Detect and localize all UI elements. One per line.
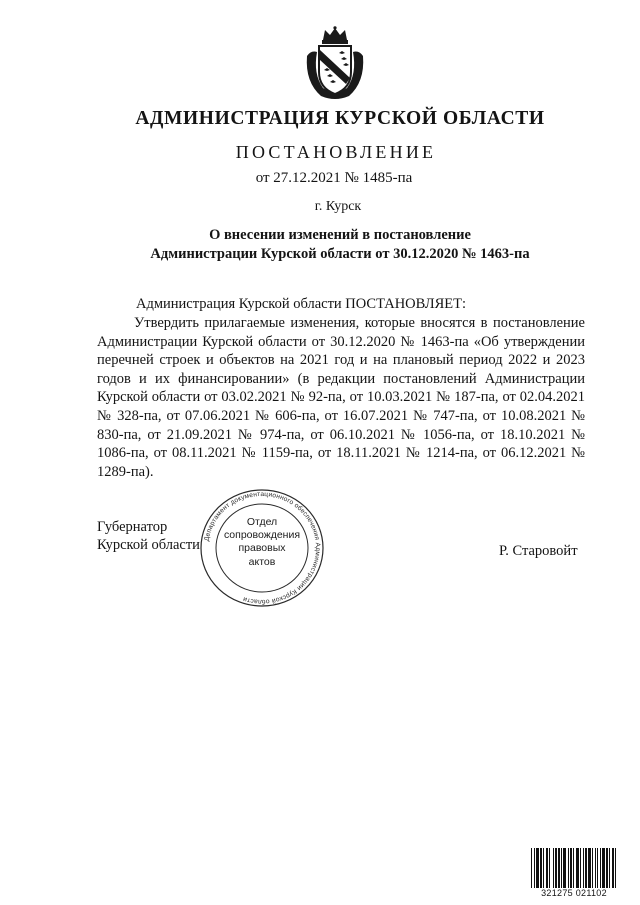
barcode: [530, 848, 618, 902]
barcode-bar: [561, 848, 562, 888]
barcode-bar: [553, 848, 554, 888]
barcode-bar: [531, 848, 532, 888]
stamp-outer-text: Департамент документационного обеспечения Администрации Курской области: [203, 490, 322, 606]
coat-of-arms-icon: [301, 26, 369, 102]
barcode-bar: [602, 848, 605, 888]
barcode-bar: [615, 848, 616, 888]
barcode-bar: [592, 848, 593, 888]
signatory-title: [97, 518, 200, 554]
signatory-name: Р. Старовойт: [499, 543, 578, 559]
barcode-bar: [555, 848, 557, 888]
barcode-bar: [546, 848, 548, 888]
stamp-line-2: сопровождения: [223, 529, 301, 542]
stamp-line-1: Отдел: [246, 516, 278, 528]
barcode-bar: [583, 848, 584, 888]
barcode-bar: [612, 848, 614, 888]
barcode-number: 321275 021102: [530, 888, 618, 898]
barcode-bar: [543, 848, 544, 888]
barcode-bar: [540, 848, 542, 888]
barcode-bar: [570, 848, 572, 888]
barcode-bar: [534, 848, 535, 888]
preamble: Администрация Курской области ПОСТАНОВЛЯЕТ:: [136, 296, 467, 312]
document-city: г. Курск: [314, 199, 362, 214]
barcode-bar: [549, 848, 550, 888]
stamp-line-3: правовых: [238, 542, 286, 555]
document-date-number: от 27.12.2021 № 1485-па: [255, 170, 413, 186]
barcode-bar: [568, 848, 569, 888]
stamp-line-4: актов: [248, 555, 276, 568]
barcode-bar: [585, 848, 587, 888]
subject-line-1: О внесении изменений в постановление: [209, 227, 471, 243]
barcode-bar: [563, 848, 566, 888]
barcode-bar: [600, 848, 601, 888]
barcode-bar: [606, 848, 608, 888]
signatory-title-line-1: Губернатор: [97, 519, 168, 535]
barcode-bar: [558, 848, 560, 888]
document-type: ПОСТАНОВЛЕНИЕ: [235, 142, 437, 162]
barcode-bar: [597, 848, 598, 888]
barcode-bar: [588, 848, 591, 888]
barcode-bar: [536, 848, 539, 888]
barcode-bars: [530, 848, 618, 888]
stamp-inner-text: [219, 516, 305, 569]
document-subject: [0, 226, 640, 264]
body-paragraph: Утвердить прилагаемые изменения, которые вносятся в постановление Администрации Курской области от 30.12.2020 № 1463-па «Об утверждении перечней строек и объектов на 2021 год и на плановый период 2022 и 2023 годов и их финансировании» (в редакции постановлений Администрации Курской области от 03.02.2021 № 92-па, от 10.03.2021 № 187-па, от 02.04.2021 № 328-па, от 07.06.2021 № 606-па, от 16.07.2021 № 747-па, от 10.08.2021 № 830-па, от 21.09.2021 № 974-па, от 06.10.2021 № 1056-па, от 18.10.2021 № 1086-па, от 08.11.2021 № 1159-па, от 18.11.2021 № 1214-па, от 06.12.2021 № 1289-па).: [97, 315, 585, 480]
barcode-bar: [595, 848, 596, 888]
barcode-bar: [609, 848, 610, 888]
barcode-bar: [573, 848, 574, 888]
barcode-bar: [576, 848, 579, 888]
subject-line-2: Администрации Курской области от 30.12.2020 № 1463-па: [150, 246, 530, 262]
organization-title: АДМИНИСТРАЦИЯ КУРСКОЙ ОБЛАСТИ: [135, 108, 545, 129]
signatory-title-line-2: Курской области: [97, 537, 200, 553]
barcode-bar: [580, 848, 581, 888]
